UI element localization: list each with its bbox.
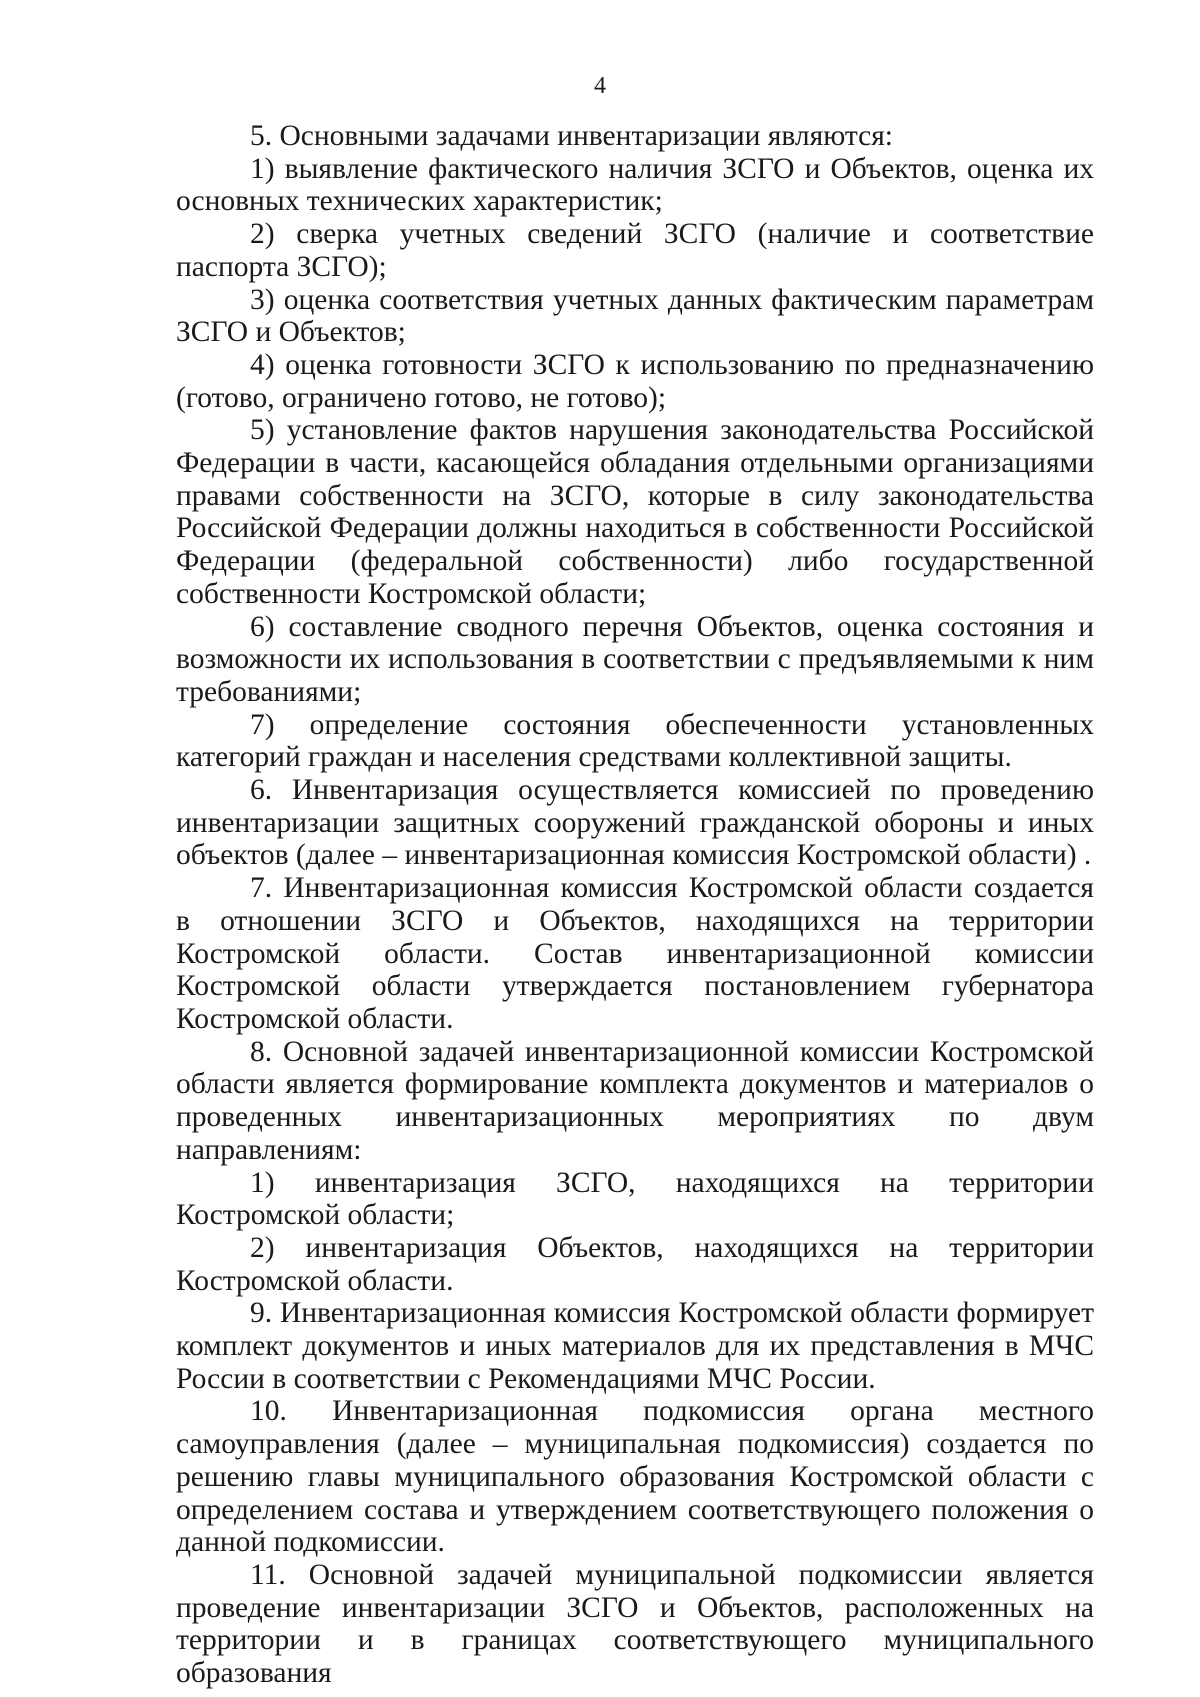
page-number: 4 — [594, 73, 606, 99]
paragraph-9: 9. Инвентаризационная комиссия Костромской области формирует комплект документов и иных материалов для их представления в МЧС России в соответствии с Рекомендациями МЧС России. — [176, 1297, 1094, 1395]
paragraph-5-item-5: 5) установление фактов нарушения законодательства Российской Федерации в части, касающейся обладания отдельными организациями правами собственности на ЗСГО, которые в силу законодательства Российской Федерации должны находиться в собственности Российской Федерации (федеральной собственности) либо государственной собственности Костромской области; — [176, 414, 1094, 610]
paragraph-5-item-3: 3) оценка соответствия учетных данных фактическим параметрам ЗСГО и Объектов; — [176, 283, 1094, 349]
paragraph-5-item-7: 7) определение состояния обеспеченности установленных категорий граждан и населения средствами коллективной защиты. — [176, 708, 1094, 774]
paragraph-5: 5. Основными задачами инвентаризации являются: — [250, 120, 893, 152]
paragraph-8: 8. Основной задачей инвентаризационной комиссии Костромской области является формирование комплекта документов и материалов о проведенных инвентаризационных мероприятиях по двум направлениям: — [176, 1035, 1094, 1166]
paragraph-5-item-4: 4) оценка готовности ЗСГО к использованию по предназначению (готово, ограничено готово, не готово); — [176, 348, 1094, 414]
paragraph-8-item-1: 1) инвентаризация ЗСГО, находящихся на территории Костромской области; — [176, 1166, 1094, 1232]
document-body — [176, 120, 1094, 1690]
paragraph-5-item-6: 6) составление сводного перечня Объектов, оценка состояния и возможности их использования в соответствии с предъявляемыми к ним требованиями; — [176, 610, 1094, 708]
paragraph-6: 6. Инвентаризация осуществляется комиссией по проведению инвентаризации защитных сооружений гражданской обороны и иных объектов (далее – инвентаризационная комиссия Костромской области) . — [176, 774, 1094, 872]
paragraph-7: 7. Инвентаризационная комиссия Костромской области создается в отношении ЗСГО и Объектов, находящихся на территории Костромской области. Состав инвентаризационной комиссии Костромской области утверждается постановлением губернатора Костромской области. — [176, 872, 1094, 1035]
paragraph-10: 10. Инвентаризационная подкомиссия органа местного самоуправления (далее – муниципальная подкомиссия) создается по решению главы муниципального образования Костромской области с определением состава и утверждением соответствующего положения о данной подкомиссии. — [176, 1395, 1094, 1559]
paragraph-5-item-2: 2) сверка учетных сведений ЗСГО (наличие и соответствие паспорта ЗСГО); — [176, 218, 1094, 283]
paragraph-8-item-2: 2) инвентаризация Объектов, находящихся на территории Костромской области. — [176, 1231, 1094, 1297]
paragraph-11: 11. Основной задачей муниципальной подкомиссии является проведение инвентаризации ЗСГО и Объектов, расположенных на территории и в границах соответствующего муниципального образования — [176, 1558, 1094, 1690]
paragraph-5-item-1: 1) выявление фактического наличия ЗСГО и Объектов, оценка их основных технических характеристик; — [176, 152, 1094, 218]
